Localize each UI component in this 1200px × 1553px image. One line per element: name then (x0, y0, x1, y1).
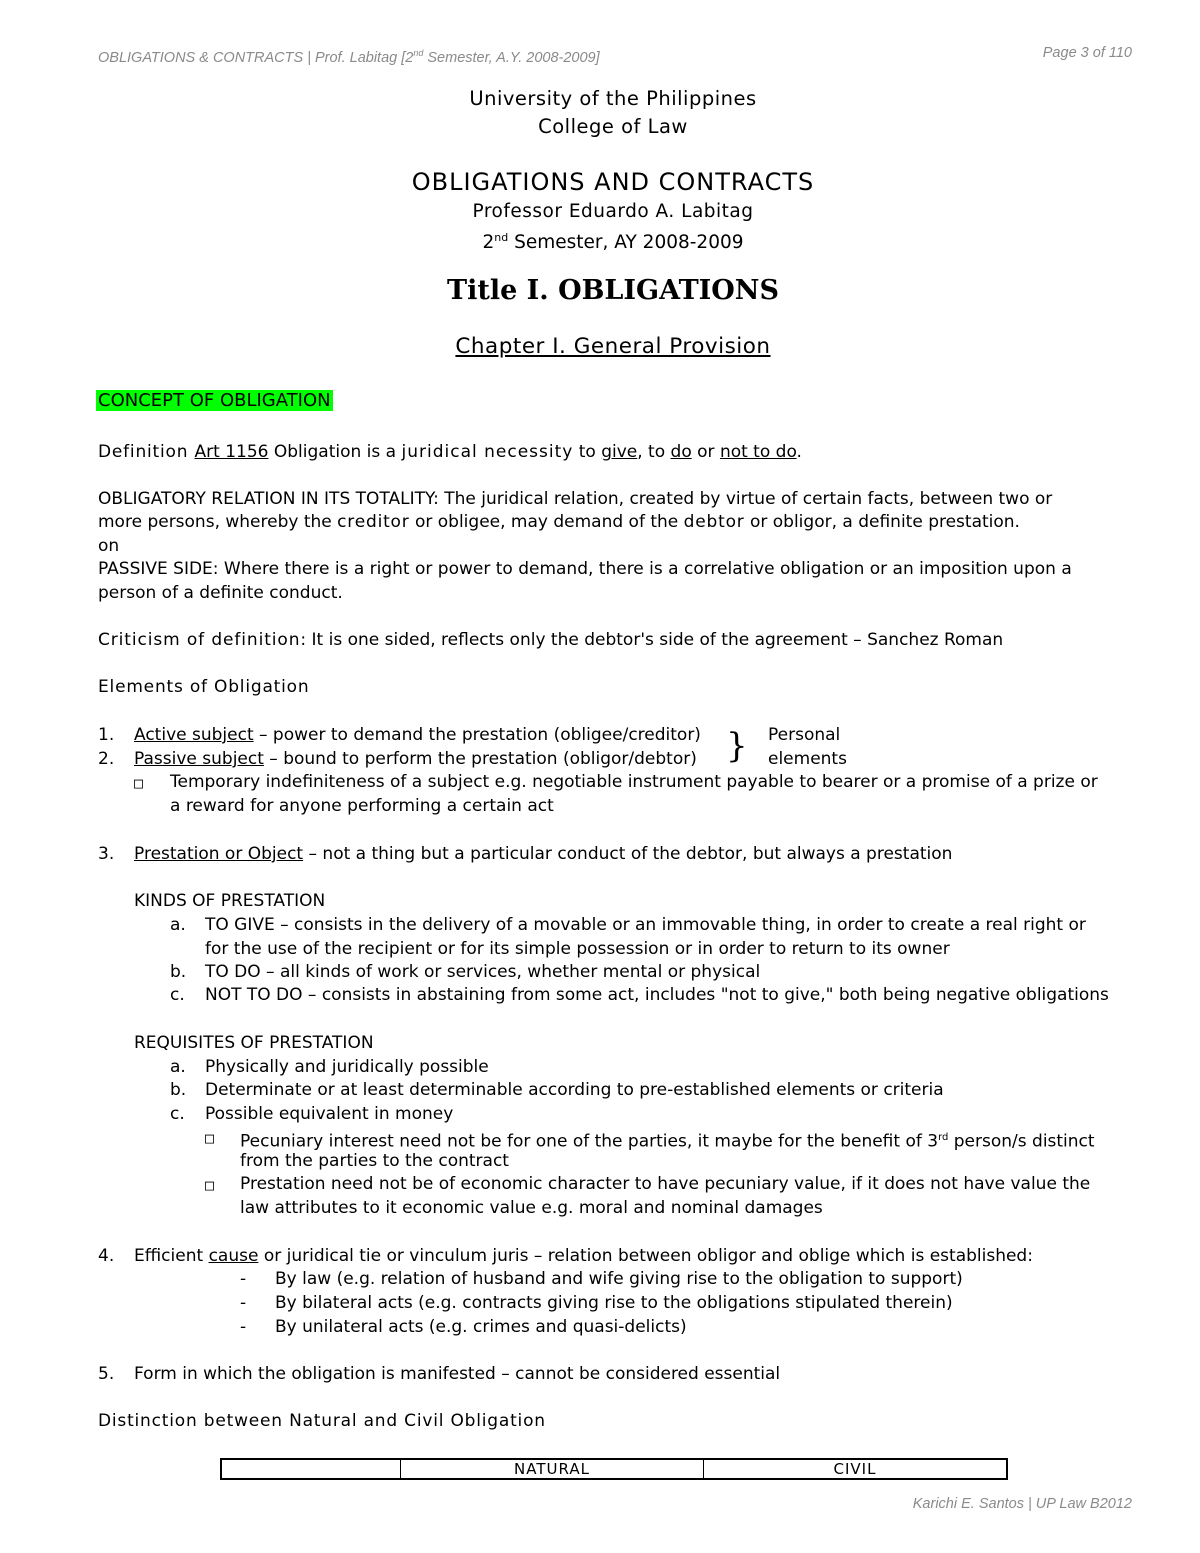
bullet-icon: □ (205, 1176, 215, 1194)
kinds-c-text: NOT TO DO – consists in abstaining from some act, includes "not to give," both being negative obligations (205, 985, 1109, 1005)
college-name: College of Law (538, 115, 688, 138)
elements-heading: Elements of Obligation (98, 677, 310, 697)
course-title: OBLIGATIONS AND CONTRACTS (411, 168, 815, 196)
pecuniary-line-1: Pecuniary interest need not be for one of the parties, it maybe for the benefit of 3rd person/s distinct (240, 1131, 1095, 1152)
dash-marker: - (240, 1269, 247, 1289)
obligatory-line-1: OBLIGATORY RELATION IN ITS TOTALITY: The juridical relation, created by virtue of certain facts, between two or (98, 489, 1053, 509)
requisites-b-text: Determinate or at least determinable according to pre-established elements or criteria (205, 1080, 944, 1100)
bullet-icon: □ (134, 774, 144, 792)
table-header-civil: CIVIL (704, 1459, 1008, 1479)
kinds-heading: KINDS OF PRESTATION (134, 891, 326, 911)
semester-line: 2nd Semester, AY 2008-2009 (482, 231, 744, 254)
university-name: University of the Philippines (469, 87, 757, 110)
element-1-text: Active subject – power to demand the prestation (obligee/creditor) (134, 725, 701, 745)
requisites-heading: REQUISITES OF PRESTATION (134, 1033, 374, 1053)
by-unilateral-text: By unilateral acts (e.g. crimes and quasi-delicts) (275, 1317, 687, 1337)
by-law-text: By law (e.g. relation of husband and wife giving rise to the obligation to support) (275, 1269, 963, 1289)
kinds-a-line-2: for the use of the recipient or for its simple possession or in order to return to its owner (205, 939, 950, 959)
page-number: Page 3 of 110 (1042, 45, 1132, 61)
elements-label: elements (768, 749, 847, 769)
obligatory-line-2: more persons, whereby the creditor or obligee, may demand of the debtor or obligor, a definite prestation. (98, 512, 1020, 532)
bullet-icon: □ (205, 1129, 215, 1147)
element-4-number: 4. (98, 1246, 115, 1266)
kinds-b-text: TO DO – all kinds of work or services, whether mental or physical (205, 962, 761, 982)
criticism-line: Criticism of definition: It is one sided, reflects only the debtor's side of the agreement – Sanchez Roman (98, 630, 1004, 650)
passive-side-line-1: PASSIVE SIDE: Where there is a right or power to demand, there is a correlative obligation or an imposition upon a (98, 559, 1072, 579)
by-bilateral-text: By bilateral acts (e.g. contracts giving rise to the obligations stipulated therein) (275, 1293, 953, 1313)
element-2-text: Passive subject – bound to perform the prestation (obligor/debtor) (134, 749, 697, 769)
pecuniary-line-2: from the parties to the contract (240, 1151, 509, 1171)
natural-civil-table (220, 1458, 1008, 1480)
element-1-number: 1. (98, 725, 115, 745)
economic-line-1: Prestation need not be of economic character to have pecuniary value, if it does not have value the (240, 1174, 1091, 1194)
page-footer: Karichi E. Santos | UP Law B2012 (912, 1496, 1132, 1512)
requisites-a-text: Physically and juridically possible (205, 1057, 489, 1077)
table-row (221, 1459, 1007, 1479)
element-2-number: 2. (98, 749, 115, 769)
requisites-c-text: Possible equivalent in money (205, 1104, 454, 1124)
definition-line: Definition Art 1156 Obligation is a juridical necessity to give, to do or not to do. (98, 442, 802, 462)
kinds-a-letter: a. (170, 915, 186, 935)
table-cell-empty (221, 1459, 401, 1479)
element-3-text: Prestation or Object – not a thing but a particular conduct of the debtor, but always a prestation (134, 844, 953, 864)
kinds-a-line-1: TO GIVE – consists in the delivery of a movable or an immovable thing, in order to create a real right or (205, 915, 1086, 935)
dash-marker: - (240, 1317, 247, 1337)
requisites-b-letter: b. (170, 1080, 187, 1100)
on-word: on (98, 536, 120, 556)
passive-side-line-2: person of a definite conduct. (98, 583, 343, 603)
brace-symbol: } (726, 726, 748, 766)
kinds-b-letter: b. (170, 962, 187, 982)
element-4-text: Efficient cause or juridical tie or vinculum juris – relation between obligor and oblige which is established: (134, 1246, 1033, 1266)
economic-line-2: law attributes to it economic value e.g. moral and nominal damages (240, 1198, 823, 1218)
kinds-c-letter: c. (170, 985, 185, 1005)
requisites-c-letter: c. (170, 1104, 185, 1124)
requisites-a-letter: a. (170, 1057, 186, 1077)
distinction-heading: Distinction between Natural and Civil Obligation (98, 1411, 546, 1431)
dash-marker: - (240, 1293, 247, 1313)
temporary-line-1: Temporary indefiniteness of a subject e.g. negotiable instrument payable to bearer or a promise of a prize or (170, 772, 1098, 792)
element-5-number: 5. (98, 1364, 115, 1384)
concept-heading: CONCEPT OF OBLIGATION (98, 390, 331, 411)
document-title: Title I. OBLIGATIONS (447, 275, 779, 306)
page-header-left: OBLIGATIONS & CONTRACTS | Prof. Labitag [2nd Semester, A.Y. 2008-2009] (98, 48, 600, 66)
professor-name: Professor Eduardo A. Labitag (472, 201, 754, 222)
temporary-line-2: a reward for anyone performing a certain act (170, 796, 554, 816)
element-5-text: Form in which the obligation is manifested – cannot be considered essential (134, 1364, 781, 1384)
personal-label: Personal (768, 725, 841, 745)
table-header-natural: NATURAL (401, 1459, 704, 1479)
chapter-title: Chapter I. General Provision (455, 334, 771, 359)
element-3-number: 3. (98, 844, 115, 864)
